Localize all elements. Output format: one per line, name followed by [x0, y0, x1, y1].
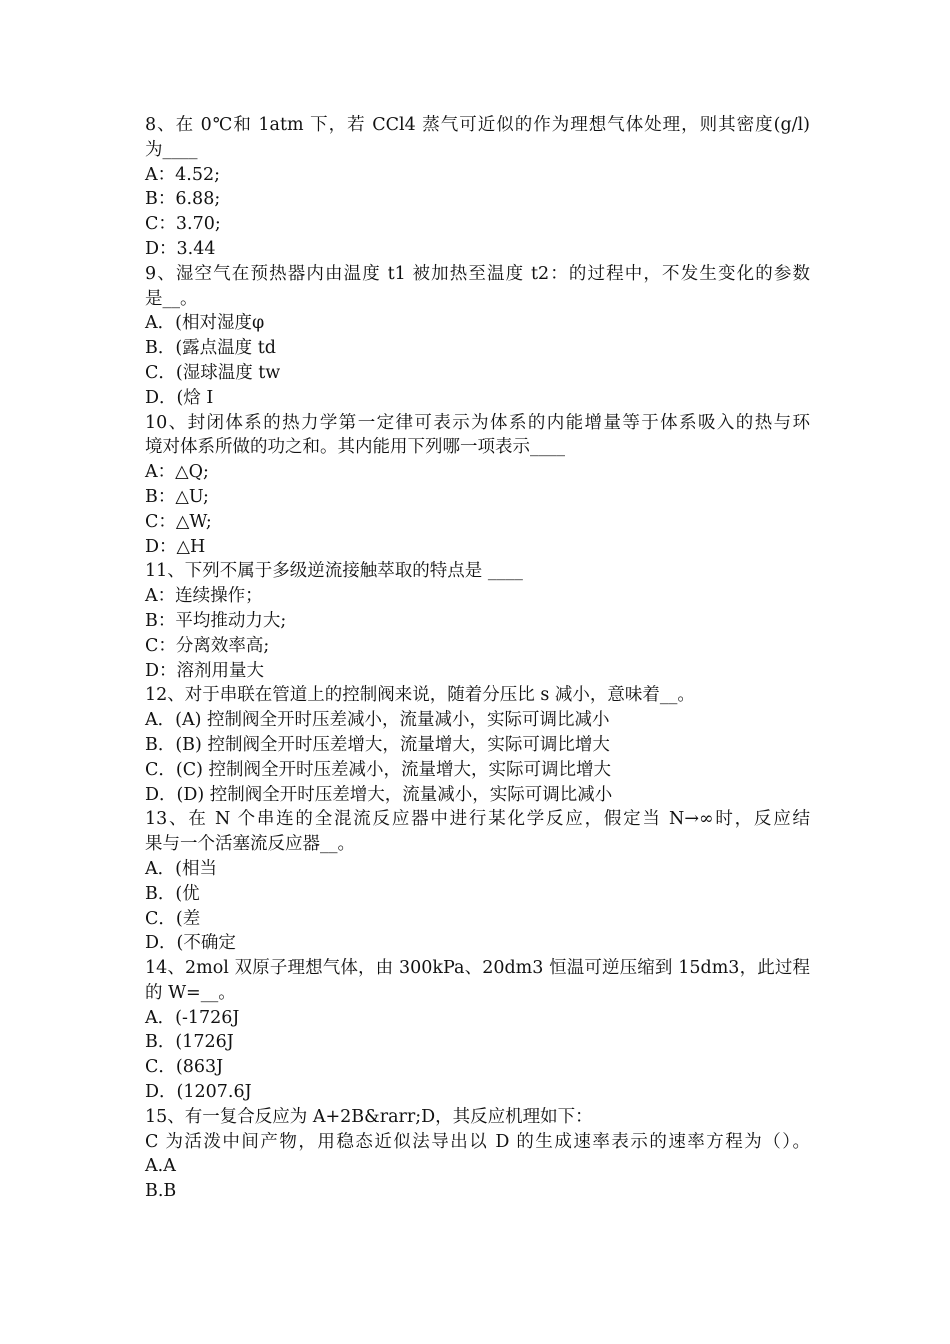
- option-c: C：分离效率高;: [145, 635, 270, 656]
- option-b: B：平均推动力大;: [145, 610, 287, 631]
- question-stem: 13、在 N 个串连的全混流反应器中进行某化学反应，假定当 N→∞时，反应结: [145, 809, 810, 830]
- option-a: A：△Q;: [145, 462, 209, 483]
- question-14: [145, 956, 810, 1105]
- option-d: D．(D) 控制阀全开时压差增大，流量减小，实际可调比减小: [145, 784, 613, 805]
- question-stem: 境对体系所做的功之和。其内能用下列哪一项表示____: [145, 437, 565, 458]
- option-c: C．(湿球温度 tw: [145, 362, 281, 383]
- question-15: [145, 1105, 810, 1204]
- option-d: D．(焓 I: [145, 387, 214, 408]
- option-c: C．(863J: [145, 1057, 224, 1078]
- option-c: C：△W;: [145, 511, 212, 532]
- question-12: [145, 683, 810, 807]
- question-13: [145, 807, 810, 956]
- question-stem: 果与一个活塞流反应器__。: [145, 834, 355, 855]
- question-stem: 是__。: [145, 288, 198, 309]
- option-d: D：溶剂用量大: [145, 660, 265, 681]
- option-c: C．(差: [145, 908, 201, 929]
- question-10: [145, 411, 810, 560]
- option-a: A．(A) 控制阀全开时压差减小，流量减小，实际可调比减小: [145, 710, 610, 731]
- option-a: A．(相当: [145, 858, 217, 879]
- question-stem: 11、下列不属于多级逆流接触萃取的特点是 ____: [145, 561, 523, 582]
- question-list: [145, 113, 810, 1204]
- option-b: B．(露点温度 td: [145, 338, 276, 359]
- option-b: B．(B) 控制阀全开时压差增大，流量增大，实际可调比增大: [145, 734, 610, 755]
- question-stem: C 为活泼中间产物，用稳态近似法导出以 D 的生成速率表示的速率方程为（）。: [145, 1131, 810, 1152]
- question-8: [145, 113, 810, 262]
- question-stem: 为____: [145, 139, 198, 160]
- question-stem: 15、有一复合反应为 A+2B&rarr;D，其反应机理如下：: [145, 1106, 593, 1127]
- option-a: A．(-1726J: [145, 1007, 240, 1028]
- option-d: D．(1207.6J: [145, 1082, 252, 1103]
- question-9: [145, 262, 810, 411]
- option-b: B．(优: [145, 883, 200, 904]
- option-b: B：6.88;: [145, 189, 221, 210]
- option-d: D：3.44: [145, 238, 216, 259]
- option-d: D：△H: [145, 536, 206, 557]
- option-c: C：3.70;: [145, 214, 221, 235]
- option-b: B：△U;: [145, 486, 209, 507]
- question-stem: 12、对于串联在管道上的控制阀来说，随着分压比 s 减小，意味着__。: [145, 685, 695, 706]
- question-stem: 10、封闭体系的热力学第一定律可表示为体系的内能增量等于体系吸入的热与环: [145, 412, 810, 433]
- option-a: A.A: [145, 1156, 176, 1177]
- question-stem: 8、在 0℃和 1atm 下，若 CCl4 蒸气可近似的作为理想气体处理，则其密度(g/l): [145, 115, 810, 135]
- option-a: A：连续操作；: [145, 586, 263, 607]
- option-b: B.B: [145, 1181, 177, 1202]
- option-a: A．(相对湿度φ: [145, 313, 265, 334]
- option-b: B．(1726J: [145, 1032, 234, 1053]
- question-stem: 的 W=__。: [145, 982, 236, 1003]
- option-d: D．(不确定: [145, 933, 236, 954]
- option-c: C．(C) 控制阀全开时压差减小，流量增大，实际可调比增大: [145, 759, 611, 780]
- question-stem: 9、湿空气在预热器内由温度 t1 被加热至温度 t2：的过程中，不发生变化的参数: [145, 263, 810, 284]
- question-11: [145, 559, 810, 683]
- option-a: A：4.52;: [145, 164, 220, 185]
- question-stem: 14、2mol 双原子理想气体，由 300kPa、20dm3 恒温可逆压缩到 15dm3，此过程: [145, 958, 810, 979]
